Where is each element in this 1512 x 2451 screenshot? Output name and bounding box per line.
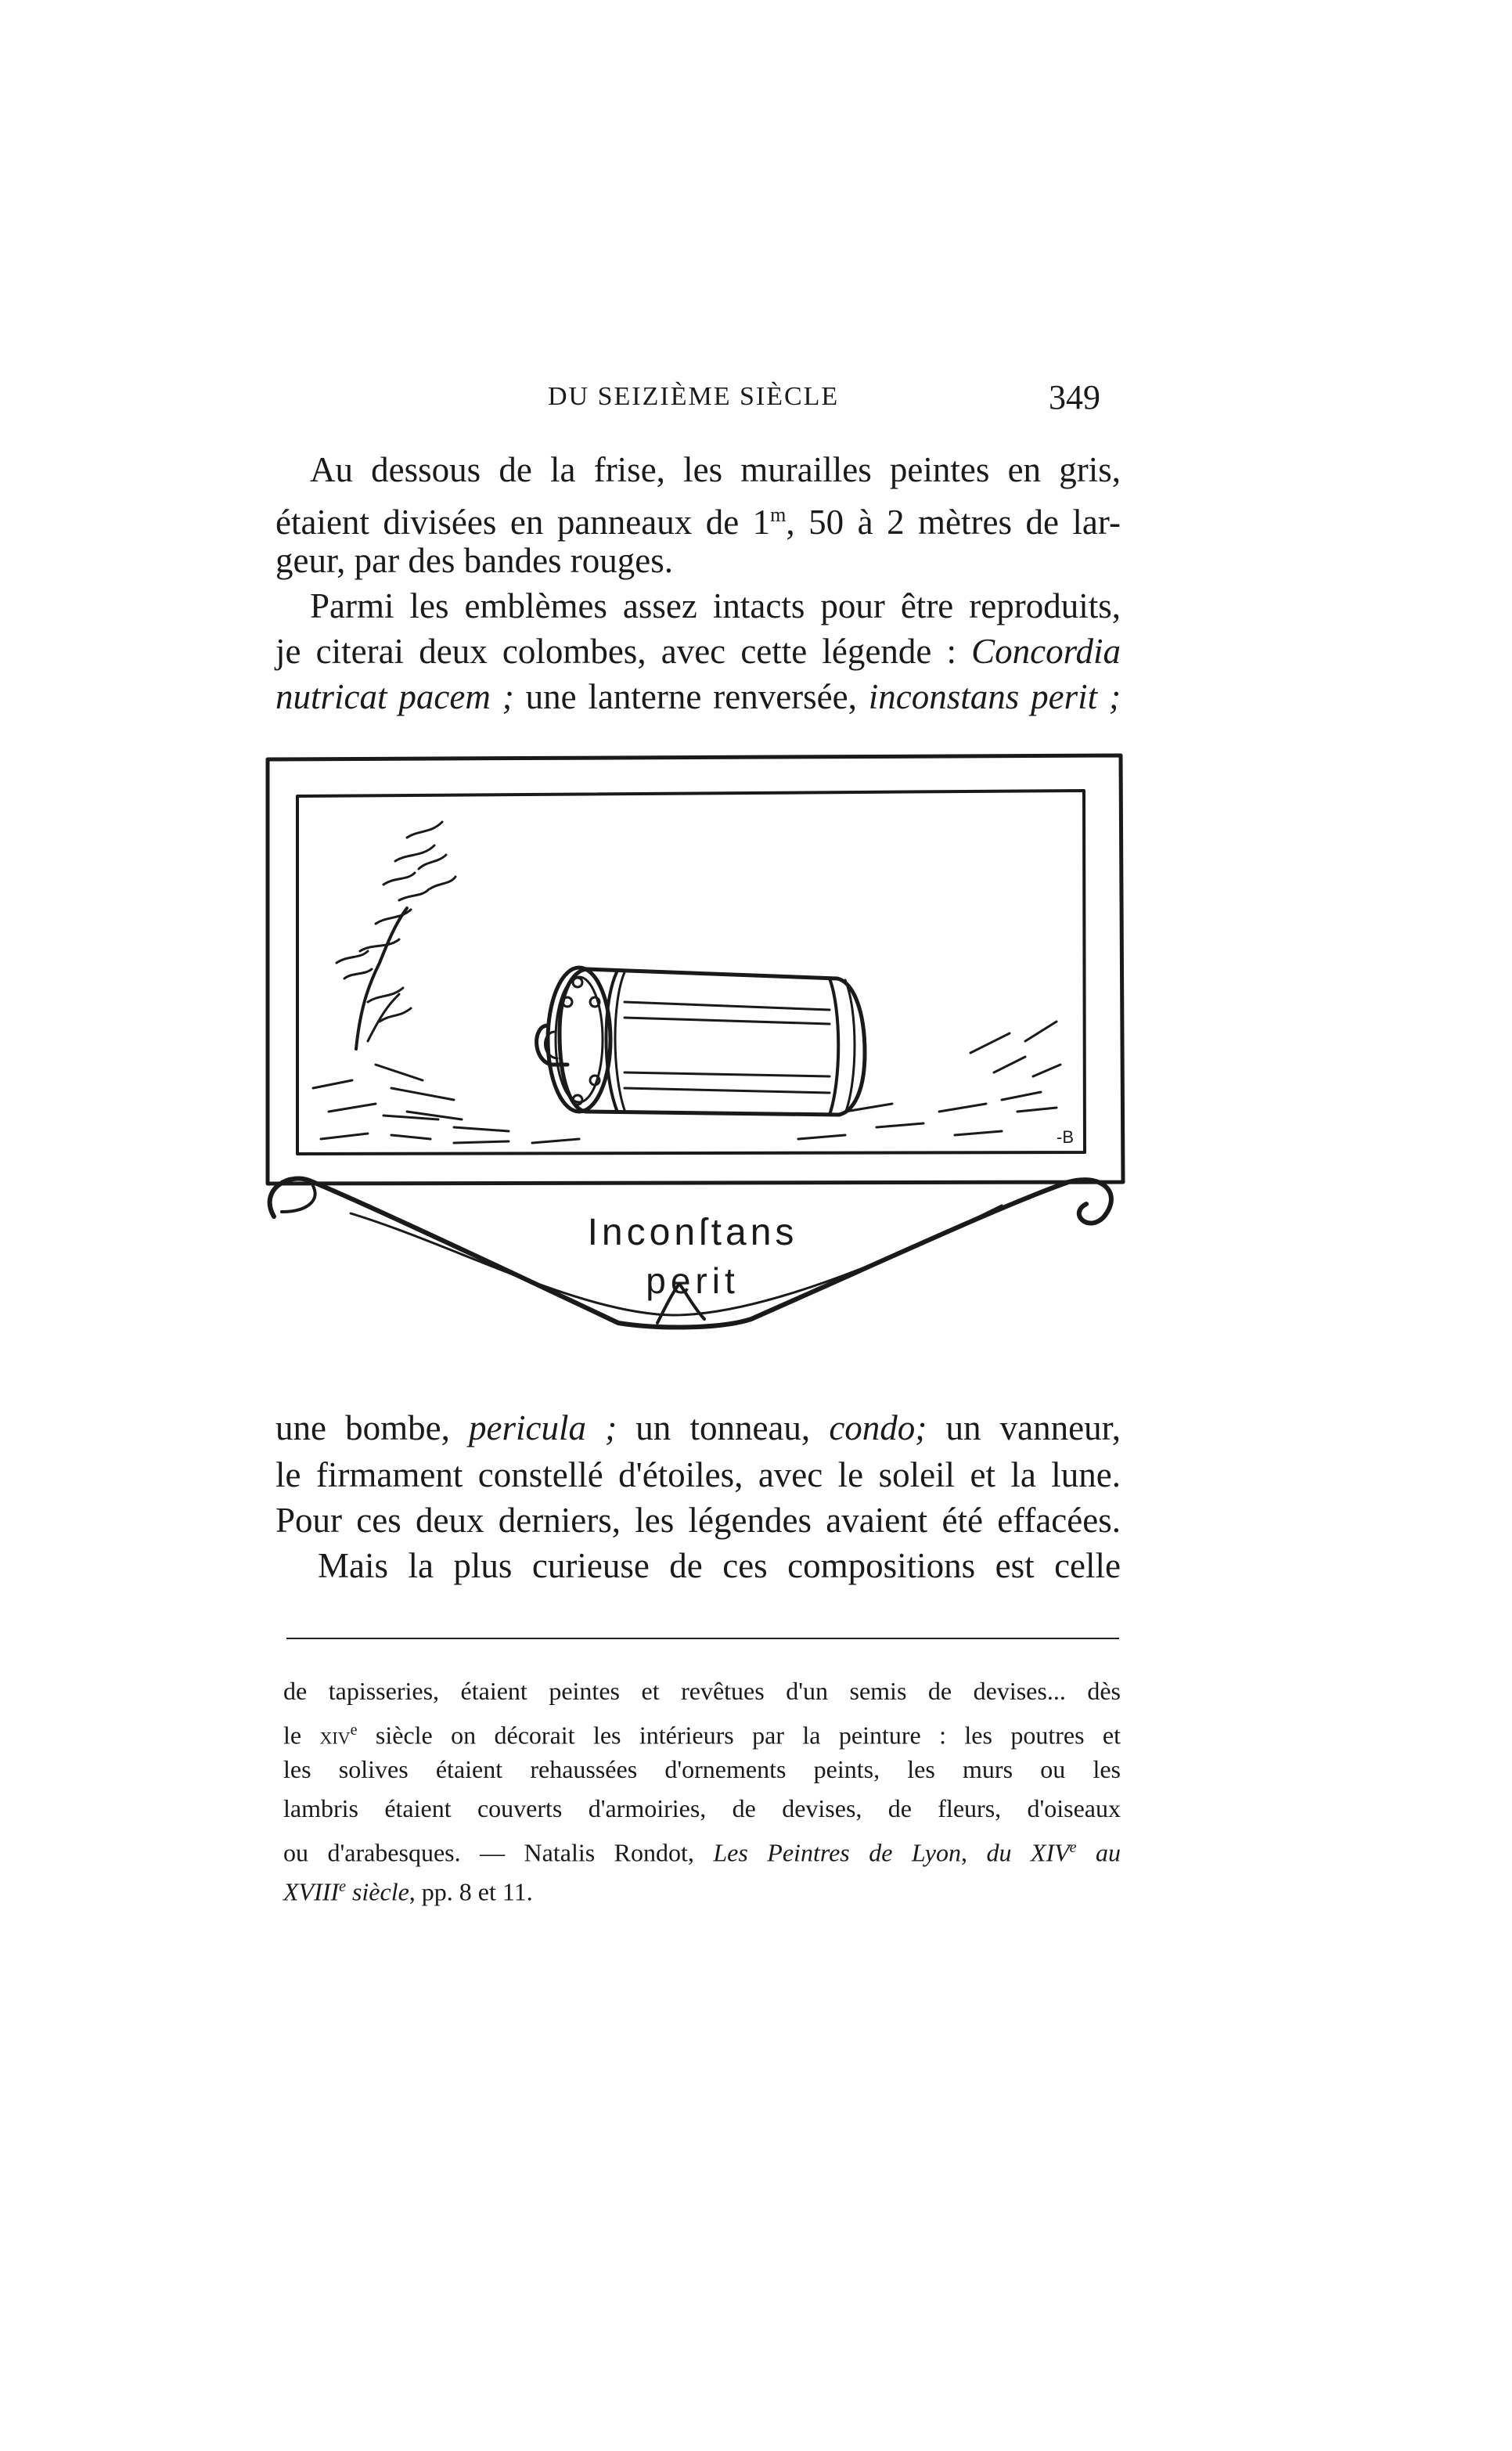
paragraph-3-line-1: une bombe, pericula ; un tonneau, condo; un vanneur, (275, 1408, 1121, 1447)
footnote-rule (286, 1638, 1119, 1639)
paragraph-1-line-1: Au dessous de la frise, les murailles peintes en gris, (310, 450, 1121, 489)
paragraph-2-line-2: je citerai deux colombes, avec cette légende : Concordia (275, 632, 1121, 671)
footnote-line-5: ou d'arabesques. — Natalis Rondot, Les Peintres de Lyon, du XIVe au (283, 1838, 1121, 1867)
paragraph-4-line-1: Mais la plus curieuse de ces compositions est celle (318, 1546, 1121, 1585)
running-header: DU SEIZIÈME SIÈCLE (548, 382, 840, 411)
emblem-motto-line-1: Inconſtans (587, 1212, 798, 1253)
footnote-line-2: le xiv$^e$ siècle on décorait les intérieurs par la peinture : les poutres et (283, 1721, 1121, 1750)
paragraph-1-line-3: geur, par des bandes rouges. (275, 541, 674, 580)
paragraph-1-line-2: étaient divisées en panneaux de 1$^m$, 50 à 2 mètres de lar- (275, 503, 1121, 542)
page-number: 349 (1049, 378, 1100, 416)
paragraph-2-line-3: nutricat pacem ; une lanterne renversée, inconstans perit ; (275, 677, 1121, 716)
emblem-motto-line-2: perit (646, 1260, 740, 1301)
footnote-line-4: lambris étaient couverts d'armoiries, de devises, de fleurs, d'oiseaux (283, 1794, 1121, 1822)
footnote-line-1: de tapisseries, étaient peintes et revêtues d'un semis de devises... dès (283, 1677, 1121, 1705)
paragraph-3-line-3: Pour ces deux derniers, les légendes avaient été effacées. (275, 1501, 1121, 1540)
paragraph-3-line-2: le firmament constellé d'étoiles, avec le soleil et la lune. (275, 1455, 1121, 1494)
engraver-mark: -B (1057, 1127, 1074, 1147)
footnote-line-6: XVIIIe siècle, pp. 8 et 11. (283, 1877, 533, 1906)
emblem-illustration (250, 744, 1135, 1346)
footnote-line-3: les solives étaient rehaussées d'ornements peints, les murs ou les (283, 1755, 1121, 1783)
paragraph-2-line-1: Parmi les emblèmes assez intacts pour être reproduits, (310, 586, 1121, 625)
